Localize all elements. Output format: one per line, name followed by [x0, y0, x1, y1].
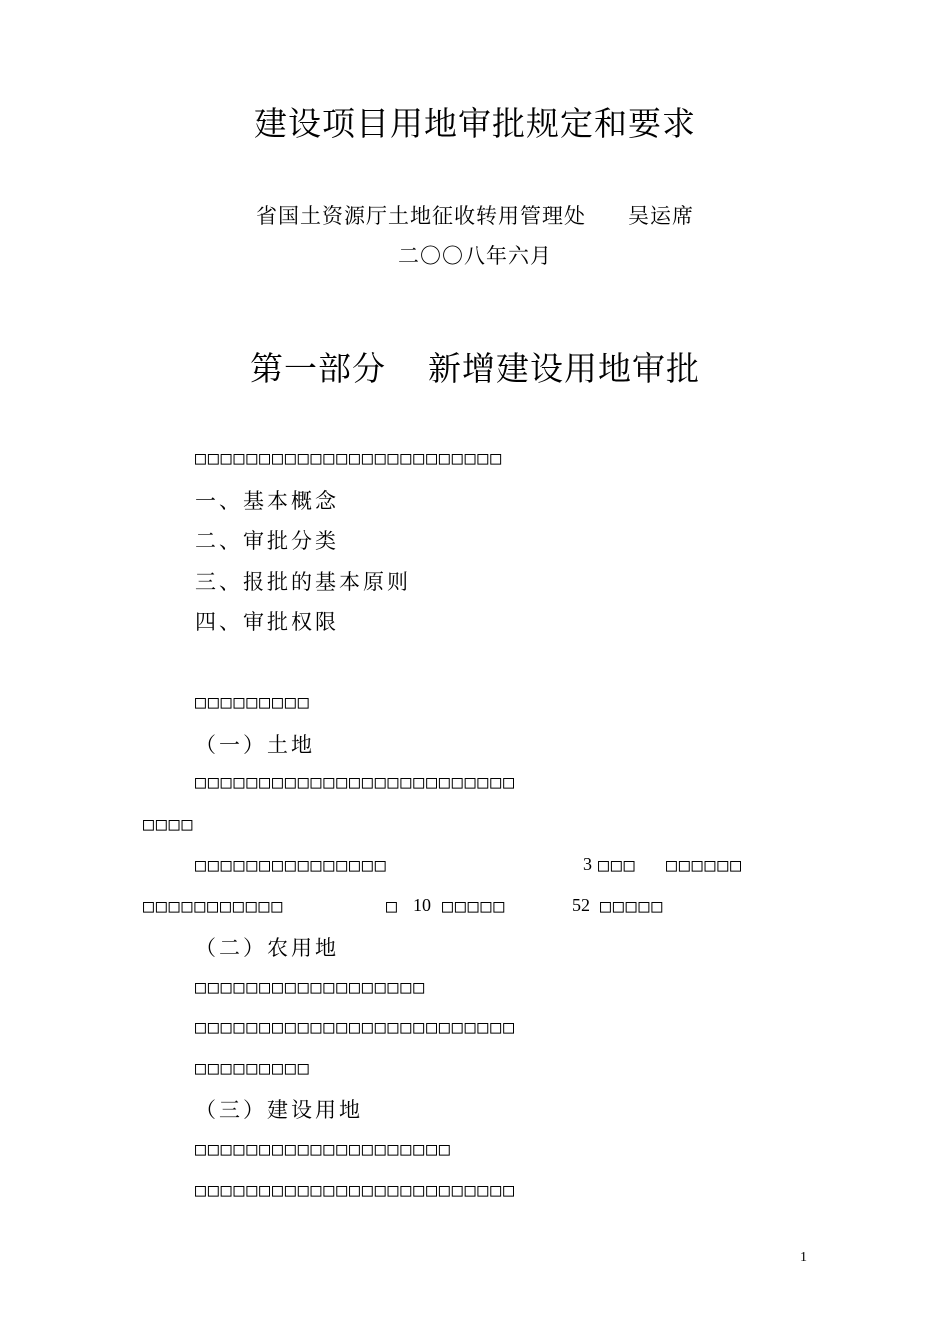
part-heading	[0, 343, 950, 390]
outline-item-2: 二、审批分类	[195, 529, 339, 553]
outline-item-4: 四、审批权限	[195, 610, 339, 634]
paragraph-line: □□□□□□□□□□□□□□□□□□□□□□□□□	[195, 1017, 516, 1038]
paragraph-line: □□□□□□□□□□□□□□□□□□□□□□□□□	[195, 1180, 516, 1201]
document-title: 建设项目用地审批规定和要求	[254, 104, 696, 143]
paragraph-line: □□□□□□□□□□□□□□□□□□□□□□□□□	[195, 772, 516, 793]
paragraph-line: □□□	[598, 855, 637, 876]
subsection-title-land: （一）土地	[195, 733, 315, 757]
outline-item-1: 一、基本概念	[195, 489, 339, 513]
part-name: 新增建设用地审批	[428, 349, 700, 388]
paragraph-line: □□□□	[143, 814, 195, 835]
paragraph-line: □□□□□□□□□□□□□□□□□□	[195, 977, 427, 998]
subsection-title-farmland: （二）农用地	[195, 936, 339, 960]
paragraph-line: □	[386, 896, 399, 917]
paragraph-line: □□□□□□	[666, 855, 744, 876]
number-value: 3	[583, 854, 592, 874]
author-org: 省国土资源厅土地征收转用管理处	[256, 204, 586, 228]
page-number: 1	[800, 1250, 807, 1265]
paragraph-line: □□□□□□□□□	[195, 1058, 311, 1079]
document-date: 二〇〇八年六月	[398, 244, 552, 268]
part-title: 第一部分	[250, 349, 386, 388]
section-lead: □□□□□□□□□	[195, 692, 311, 713]
paragraph-line: □□□□□□□□□□□	[143, 896, 285, 917]
number-value: 52	[572, 895, 590, 915]
author-name: 吴运席	[628, 204, 694, 228]
paragraph-line: □□□□□□□□□□□□□□□	[195, 855, 388, 876]
author-line	[0, 200, 950, 230]
paragraph-line: □□□□□	[442, 896, 507, 917]
paragraph-line: □□□□□	[600, 896, 665, 917]
subsection-title-construction-land: （三）建设用地	[195, 1098, 363, 1122]
number-value: 10	[413, 895, 431, 915]
paragraph-line: □□□□□□□□□□□□□□□□□□□□	[195, 1139, 452, 1160]
outline-lead: □□□□□□□□□□□□□□□□□□□□□□□□	[195, 448, 504, 469]
outline-item-3: 三、报批的基本原则	[195, 570, 411, 594]
